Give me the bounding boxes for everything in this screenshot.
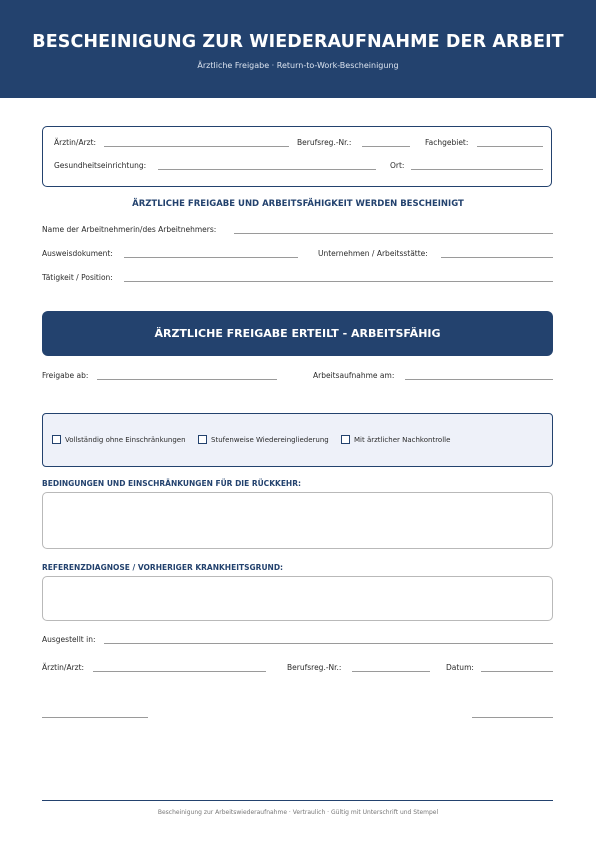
issued-place-field[interactable] xyxy=(104,643,553,644)
option-label: Mit ärztlicher Nachkontrolle xyxy=(354,435,451,444)
conditions-title: BEDINGUNGEN UND EINSCHRÄNKUNGEN FÜR DIE RÜCKKEHR: xyxy=(42,479,301,488)
clearance-banner: ÄRZTLICHE FREIGABE ERTEILT - ARBEITSFÄHIG xyxy=(42,311,553,356)
footer-note: Bescheinigung zur Arbeitswiederaufnahme · Vertraulich · Gültig mit Unterschrift und Stempel xyxy=(157,809,439,816)
issuing-doctor-label: Ärztin/Arzt: xyxy=(42,663,85,672)
issuing-doctor-field[interactable] xyxy=(93,671,266,672)
option-label: Stufenweise Wiedereingliederung xyxy=(211,435,329,444)
stamp-line[interactable] xyxy=(472,717,553,718)
doctor-field[interactable] xyxy=(104,146,289,147)
employee-name-field[interactable] xyxy=(234,233,553,234)
company-field[interactable] xyxy=(441,257,553,258)
document-subtitle: Ärztliche Freigabe · Return-to-Work-Bescheinigung xyxy=(197,61,399,70)
conditions-textarea[interactable] xyxy=(42,492,553,549)
place-label: Ort: xyxy=(390,161,405,170)
checkbox-icon[interactable] xyxy=(52,435,61,444)
specialty-label: Fachgebiet: xyxy=(425,138,469,147)
issue-date-label: Datum: xyxy=(446,663,474,672)
job-label: Tätigkeit / Position: xyxy=(42,273,113,282)
company-label: Unternehmen / Arbeitsstätte: xyxy=(318,249,428,258)
certification-section-title: ÄRZTLICHE FREIGABE UND ARBEITSFÄHIGKEIT WERDEN BESCHEINIGT xyxy=(132,199,464,209)
place-field[interactable] xyxy=(411,169,543,170)
id-document-field[interactable] xyxy=(124,257,298,258)
issuing-registration-field[interactable] xyxy=(352,671,430,672)
return-options-box xyxy=(42,413,553,467)
footer-divider xyxy=(42,800,553,801)
release-date-field[interactable] xyxy=(97,379,277,380)
release-date-label: Freigabe ab: xyxy=(42,371,89,380)
signature-line[interactable] xyxy=(42,717,148,718)
diagnosis-title: REFERENZDIAGNOSE / VORHERIGER KRANKHEITSGRUND: xyxy=(42,563,284,572)
issued-place-label: Ausgestellt in: xyxy=(42,635,96,644)
registration-label: Berufsreg.-Nr.: xyxy=(297,138,352,147)
id-document-label: Ausweisdokument: xyxy=(42,249,113,258)
registration-field[interactable] xyxy=(362,146,410,147)
document-title: BESCHEINIGUNG ZUR WIEDERAUFNAHME DER ARBEIT xyxy=(32,32,564,52)
issue-date-field[interactable] xyxy=(481,671,553,672)
job-field[interactable] xyxy=(124,281,553,282)
diagnosis-textarea[interactable] xyxy=(42,576,553,621)
resume-date-field[interactable] xyxy=(405,379,553,380)
checkbox-icon[interactable] xyxy=(198,435,207,444)
doctor-label: Ärztin/Arzt: xyxy=(54,138,97,147)
option-medical-followup[interactable] xyxy=(341,435,450,444)
facility-label: Gesundheitseinrichtung: xyxy=(54,161,147,170)
option-gradual-return[interactable] xyxy=(198,435,329,444)
facility-field[interactable] xyxy=(158,169,376,170)
doctor-info-box xyxy=(42,126,552,187)
document-header xyxy=(0,0,596,98)
issuing-registration-label: Berufsreg.-Nr.: xyxy=(287,663,342,672)
option-full-return[interactable] xyxy=(52,435,186,444)
option-label: Vollständig ohne Einschränkungen xyxy=(65,435,186,444)
resume-date-label: Arbeitsaufnahme am: xyxy=(313,371,395,380)
checkbox-icon[interactable] xyxy=(341,435,350,444)
employee-name-label: Name der Arbeitnehmerin/des Arbeitnehmers: xyxy=(42,225,217,234)
specialty-field[interactable] xyxy=(477,146,543,147)
